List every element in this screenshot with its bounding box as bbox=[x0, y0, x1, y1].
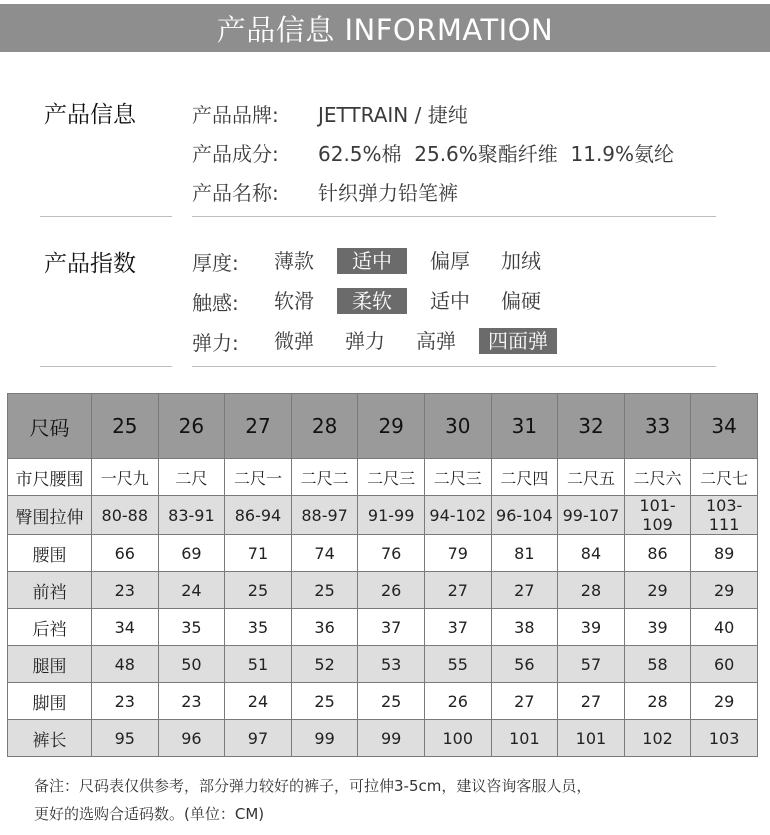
size-note bbox=[34, 772, 754, 828]
table-cell: 二尺 bbox=[158, 459, 225, 496]
table-cell: 100 bbox=[424, 720, 491, 757]
index-option-selected: 柔软 bbox=[337, 288, 407, 314]
table-cell: 二尺四 bbox=[491, 459, 558, 496]
table-cell: 二尺七 bbox=[691, 459, 758, 496]
table-cell: 39 bbox=[558, 609, 625, 646]
table-cell: 26 bbox=[424, 683, 491, 720]
table-cell: 36 bbox=[291, 609, 358, 646]
table-cell: 28 bbox=[624, 683, 691, 720]
table-cell: 96-104 bbox=[491, 496, 558, 535]
table-cell: 25 bbox=[291, 572, 358, 609]
product-info-list bbox=[192, 94, 674, 211]
info-value: JETTRAIN / 捷纯 bbox=[318, 103, 468, 127]
table-cell: 96 bbox=[158, 720, 225, 757]
index-option: 软滑 bbox=[274, 289, 314, 313]
table-cell: 69 bbox=[158, 535, 225, 572]
product-info-label: 产品信息 bbox=[44, 102, 136, 128]
table-cell: 95 bbox=[92, 720, 159, 757]
info-key: 产品成分: bbox=[192, 142, 279, 166]
table-cell: 二尺一 bbox=[225, 459, 292, 496]
product-index-list bbox=[192, 241, 572, 361]
table-cell: 71 bbox=[225, 535, 292, 572]
note-line: 备注：尺码表仅供参考，部分弹力较好的裤子，可拉伸3-5cm，建议咨询客服人员， bbox=[34, 777, 592, 795]
table-cell: 74 bbox=[291, 535, 358, 572]
info-key: 产品品牌: bbox=[192, 103, 279, 127]
table-row bbox=[8, 720, 758, 757]
table-cell: 23 bbox=[92, 683, 159, 720]
table-cell: 97 bbox=[225, 720, 292, 757]
index-key: 触感: bbox=[192, 290, 239, 315]
table-cell: 66 bbox=[92, 535, 159, 572]
table-row bbox=[8, 646, 758, 683]
table-cell: 53 bbox=[358, 646, 425, 683]
table-cell: 35 bbox=[225, 609, 292, 646]
table-cell: 37 bbox=[358, 609, 425, 646]
index-row-thickness bbox=[192, 241, 572, 281]
row-label-cell: 前裆 bbox=[8, 572, 92, 609]
info-row-name bbox=[192, 172, 674, 211]
row-label-cell: 裤长 bbox=[8, 720, 92, 757]
table-cell: 88-97 bbox=[291, 496, 358, 535]
table-cell: 91-99 bbox=[358, 496, 425, 535]
table-cell: 60 bbox=[691, 646, 758, 683]
table-cell: 24 bbox=[225, 683, 292, 720]
table-cell: 58 bbox=[624, 646, 691, 683]
index-option: 加绒 bbox=[501, 249, 541, 273]
index-row-feel bbox=[192, 281, 572, 321]
table-cell: 27 bbox=[491, 683, 558, 720]
table-cell: 86 bbox=[624, 535, 691, 572]
index-option: 高弹 bbox=[416, 329, 456, 353]
index-option: 适中 bbox=[430, 289, 470, 313]
table-cell: 86-94 bbox=[225, 496, 292, 535]
table-row bbox=[8, 535, 758, 572]
table-cell: 55 bbox=[424, 646, 491, 683]
table-cell: 27 bbox=[558, 683, 625, 720]
table-cell: 二尺五 bbox=[558, 459, 625, 496]
table-cell: 103 bbox=[691, 720, 758, 757]
table-cell: 27 bbox=[424, 572, 491, 609]
header-cell-size-label: 尺码 bbox=[8, 394, 92, 459]
table-cell: 101 bbox=[558, 720, 625, 757]
divider bbox=[192, 366, 716, 367]
header-cell-size: 26 bbox=[158, 394, 225, 459]
divider bbox=[192, 216, 716, 217]
table-cell: 34 bbox=[92, 609, 159, 646]
index-option: 弹力 bbox=[345, 329, 385, 353]
table-cell: 89 bbox=[691, 535, 758, 572]
index-option: 薄款 bbox=[274, 249, 314, 273]
table-cell: 27 bbox=[491, 572, 558, 609]
index-option: 偏厚 bbox=[430, 249, 470, 273]
header-cell-size: 32 bbox=[558, 394, 625, 459]
product-index-label: 产品指数 bbox=[44, 251, 136, 277]
row-label-cell: 市尺腰围 bbox=[8, 459, 92, 496]
table-cell: 48 bbox=[92, 646, 159, 683]
table-cell: 94-102 bbox=[424, 496, 491, 535]
table-cell: 38 bbox=[491, 609, 558, 646]
banner-title: 产品信息 INFORMATION bbox=[216, 12, 554, 47]
table-cell: 56 bbox=[491, 646, 558, 683]
header-cell-size: 29 bbox=[358, 394, 425, 459]
note-line: 更好的选购合适码数。(单位：CM) bbox=[34, 805, 265, 823]
row-label-cell: 脚围 bbox=[8, 683, 92, 720]
index-key: 弹力: bbox=[192, 330, 239, 355]
size-table-body bbox=[8, 459, 758, 757]
table-cell: 57 bbox=[558, 646, 625, 683]
table-cell: 99 bbox=[358, 720, 425, 757]
table-cell: 25 bbox=[358, 683, 425, 720]
index-option-selected: 适中 bbox=[337, 248, 407, 274]
table-cell: 二尺二 bbox=[291, 459, 358, 496]
header-cell-size: 33 bbox=[624, 394, 691, 459]
divider bbox=[40, 366, 172, 367]
divider bbox=[40, 216, 172, 217]
index-option: 偏硬 bbox=[501, 289, 541, 313]
row-label-cell: 腰围 bbox=[8, 535, 92, 572]
table-cell: 103-111 bbox=[691, 496, 758, 535]
table-cell: 52 bbox=[291, 646, 358, 683]
index-row-elasticity bbox=[192, 321, 572, 361]
header-cell-size: 30 bbox=[424, 394, 491, 459]
table-row bbox=[8, 609, 758, 646]
row-label-cell: 臀围拉伸 bbox=[8, 496, 92, 535]
table-row bbox=[8, 459, 758, 496]
size-table-header bbox=[8, 394, 758, 459]
table-cell: 40 bbox=[691, 609, 758, 646]
table-cell: 25 bbox=[225, 572, 292, 609]
header-cell-size: 34 bbox=[691, 394, 758, 459]
table-cell: 50 bbox=[158, 646, 225, 683]
info-row-brand bbox=[192, 94, 674, 133]
info-row-composition bbox=[192, 133, 674, 172]
table-cell: 一尺九 bbox=[92, 459, 159, 496]
table-cell: 29 bbox=[691, 572, 758, 609]
table-cell: 24 bbox=[158, 572, 225, 609]
table-cell: 101-109 bbox=[624, 496, 691, 535]
table-cell: 79 bbox=[424, 535, 491, 572]
index-option: 微弹 bbox=[274, 329, 314, 353]
header-cell-size: 27 bbox=[225, 394, 292, 459]
index-option-selected: 四面弹 bbox=[479, 328, 557, 354]
table-cell: 99-107 bbox=[558, 496, 625, 535]
table-cell: 26 bbox=[358, 572, 425, 609]
table-cell: 29 bbox=[691, 683, 758, 720]
table-cell: 101 bbox=[491, 720, 558, 757]
table-cell: 23 bbox=[158, 683, 225, 720]
info-key: 产品名称: bbox=[192, 181, 279, 205]
table-cell: 29 bbox=[624, 572, 691, 609]
table-cell: 25 bbox=[291, 683, 358, 720]
info-value: 62.5%棉 25.6%聚酯纤维 11.9%氨纶 bbox=[318, 142, 675, 166]
table-cell: 37 bbox=[424, 609, 491, 646]
table-cell: 76 bbox=[358, 535, 425, 572]
table-cell: 二尺三 bbox=[424, 459, 491, 496]
size-table bbox=[7, 393, 758, 757]
info-value: 针织弹力铅笔裤 bbox=[318, 181, 458, 205]
header-cell-size: 25 bbox=[92, 394, 159, 459]
row-label-cell: 后裆 bbox=[8, 609, 92, 646]
header-cell-size: 31 bbox=[491, 394, 558, 459]
table-cell: 二尺六 bbox=[624, 459, 691, 496]
table-cell: 80-88 bbox=[92, 496, 159, 535]
table-cell: 99 bbox=[291, 720, 358, 757]
table-cell: 23 bbox=[92, 572, 159, 609]
table-cell: 102 bbox=[624, 720, 691, 757]
table-row bbox=[8, 572, 758, 609]
table-cell: 83-91 bbox=[158, 496, 225, 535]
table-cell: 28 bbox=[558, 572, 625, 609]
table-row bbox=[8, 683, 758, 720]
header-cell-size: 28 bbox=[291, 394, 358, 459]
row-label-cell: 腿围 bbox=[8, 646, 92, 683]
table-cell: 35 bbox=[158, 609, 225, 646]
table-cell: 81 bbox=[491, 535, 558, 572]
table-cell: 二尺三 bbox=[358, 459, 425, 496]
index-key: 厚度: bbox=[192, 250, 239, 275]
table-row bbox=[8, 496, 758, 535]
information-banner bbox=[0, 4, 770, 52]
table-cell: 84 bbox=[558, 535, 625, 572]
table-cell: 51 bbox=[225, 646, 292, 683]
table-cell: 39 bbox=[624, 609, 691, 646]
